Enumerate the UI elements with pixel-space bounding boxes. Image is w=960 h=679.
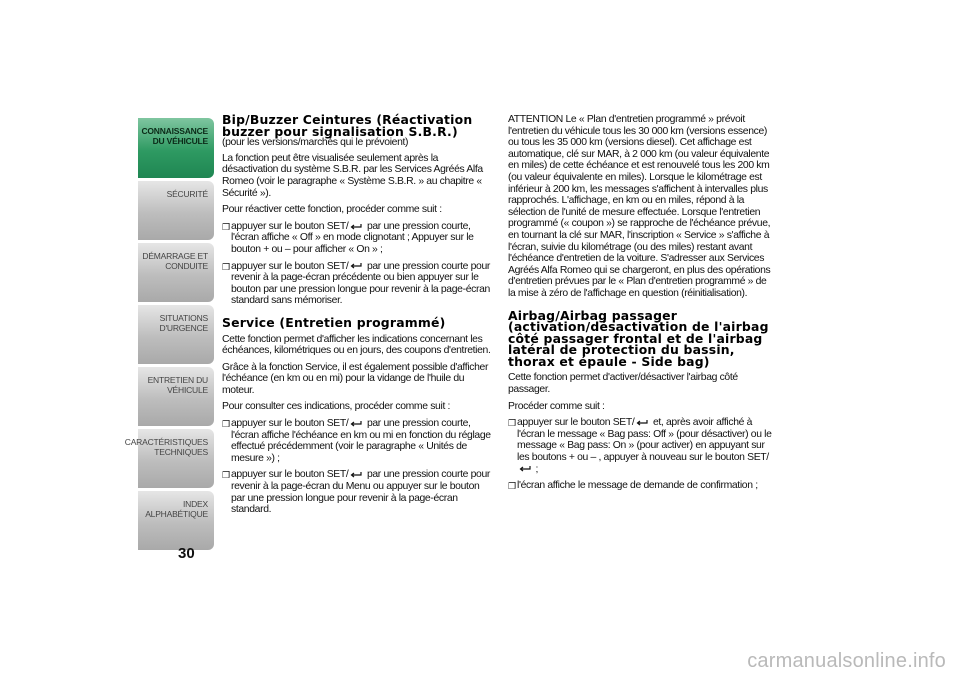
checkbox-bullet-icon: ❒: [508, 481, 516, 492]
checkbox-bullet-icon: ❒: [222, 261, 230, 272]
paragraph: Cette fonction permet d'afficher les indications concernant les échéances, kilométriques ou en jours, des coupons d'entretien.: [222, 333, 491, 357]
steps-list: [222, 418, 494, 516]
chapter-sidebar: [124, 118, 214, 553]
tab-situations-durgence[interactable]: [138, 305, 214, 364]
list-item: ❒ appuyer sur le bouton SET/ par une pression courte, l'écran affiche l'échéance en km ou mi en fonction du réglage effectué précédemment (voir le paragraphe « Unités de mesure ») ;: [222, 418, 491, 464]
checkbox-bullet-icon: ❒: [222, 419, 230, 430]
watermark: carmanualsonline.info: [747, 650, 946, 672]
paragraph: Grâce à la fonction Service, il est également possible d'afficher l'échéance (en km ou en mi) pour la vidange de l'huile du moteur.: [222, 361, 489, 396]
paragraph: Cette fonction permet d'activer/désactiver l'airbag côté passager.: [508, 372, 738, 396]
list-item: ❒ appuyer sur le bouton SET/ et, après avoir affiché à l'écran le message « Bag pass: Off » (pour désactiver) ou le message « Bag pass: On » (pour activer) en appuyant sur les boutons + ou – , appuyer à nouveau sur le bouton SET/ ;: [508, 417, 772, 475]
page-number: 30: [178, 545, 195, 562]
left-column: [222, 114, 494, 521]
set-enter-key-icon: [350, 471, 362, 478]
tab-index-alphabetique[interactable]: [138, 491, 214, 550]
steps-list: [222, 221, 494, 307]
tab-demarrage-et-conduite[interactable]: [138, 243, 214, 302]
tab-entretien-du-vehicule[interactable]: [138, 367, 214, 426]
tab-label: CARACTÉRISTIQUES TECHNIQUES: [124, 437, 208, 457]
list-item: ❒ l'écran affiche le message de demande de confirmation ;: [508, 480, 758, 492]
checkbox-bullet-icon: ❒: [222, 470, 230, 481]
paragraph: La fonction peut être visualisée seulement après la désactivation du système S.B.R. par les Services Agréés Alfa Romeo (voir le paragraphe « Système S.B.R. » au chapitre « Sécurité »).: [222, 152, 483, 199]
set-enter-key-icon: [350, 262, 362, 269]
tab-label: CONNAISSANCE DU VÉHICULE: [141, 126, 208, 146]
section-subtitle: (pour les versions/marchés qui le prévoient): [222, 137, 409, 149]
set-enter-key-icon: [350, 420, 362, 427]
list-item: ❒ appuyer sur le bouton SET/ par une pression courte, l'écran affiche « Off » en mode clignotant ; Appuyer sur le bouton + ou – pour afficher « On » ;: [222, 220, 474, 255]
tab-caracteristiques-techniques[interactable]: [124, 429, 214, 488]
section-title-airbag: Airbag/Airbag passager (activation/désactivation de l'airbag côté passager frontal et de l'airbag latéral de protection du bassin, thorax et épaule - Side bag): [508, 307, 769, 369]
paragraph: Pour consulter ces indications, procéder comme suit :: [222, 401, 451, 413]
list-item: ❒ appuyer sur le bouton SET/ par une pression courte pour revenir à la page-écran du Menu ou appuyer sur le bouton par une pression longue pour revenir à la page-écran standard.: [222, 469, 490, 516]
tab-label: INDEX ALPHABÉTIQUE: [145, 499, 208, 519]
right-column: [508, 114, 776, 497]
checkbox-bullet-icon: ❒: [222, 221, 230, 232]
checkbox-bullet-icon: ❒: [508, 418, 516, 429]
tab-connaissance-du-vehicule[interactable]: [138, 118, 214, 178]
tab-label: DÉMARRAGE ET CONDUITE: [142, 251, 208, 271]
set-enter-key-icon: [519, 465, 531, 472]
section-title-service: Service (Entretien programmé): [222, 314, 446, 330]
tab-label: SITUATIONS D'URGENCE: [159, 313, 208, 333]
list-item: ❒ appuyer sur le bouton SET/ par une pression courte pour revenir à la page-écran précédente ou bien appuyer sur le bouton par une pression longue pour revenir à la page-écran standard sans mémoriser.: [222, 260, 490, 307]
paragraph: Pour réactiver cette fonction, procéder comme suit :: [222, 204, 442, 216]
tab-label: SÉCURITÉ: [166, 189, 208, 199]
steps-list: [508, 417, 776, 492]
attention-note: ATTENTION Le « Plan d'entretien programmé » prévoit l'entretien du véhicule tous les 30 000 km (versions essence) ou tous les 35 000 km (versions diesel). Cet affichage est automatique, clé sur MAR, à 2 000 km (ou valeur équivalente en miles) de cette échéance et est renouvelé tous les 200 km (ou valeur équivalente en miles). Lorsque le kilométrage est inférieur à 200 km, les messages s'affichent à intervalles plus rapprochés. L'affichage, en km ou en miles, répond à la sélection de l'unité de mesure effectuée. Lorsque l'entretien programmé (« coupon ») se rapproche de l'échéance prévue, en tournant la clé sur MAR, l'inscription « Service » s'affiche à l'écran, suivie du kilométrage (ou des miles) restant avant l'échéance d'entretien de la voiture. S'adresser aux Services Agréés Alfa Romeo qui se chargeront, en plus des opérations d'entretien prévues par le « Plan d'entretien programmé » de la mise à zéro de l'affichage en question (réinitialisation).: [508, 114, 771, 299]
paragraph: Procéder comme suit :: [508, 400, 605, 412]
tab-securite[interactable]: [138, 181, 214, 240]
section-title-buzzer: Bip/Buzzer Ceintures (Réactivation buzzer pour signalisation S.B.R.): [222, 112, 473, 139]
tab-label: ENTRETIEN DU VÉHICULE: [147, 375, 208, 395]
set-enter-key-icon: [636, 419, 648, 426]
set-enter-key-icon: [350, 223, 362, 230]
